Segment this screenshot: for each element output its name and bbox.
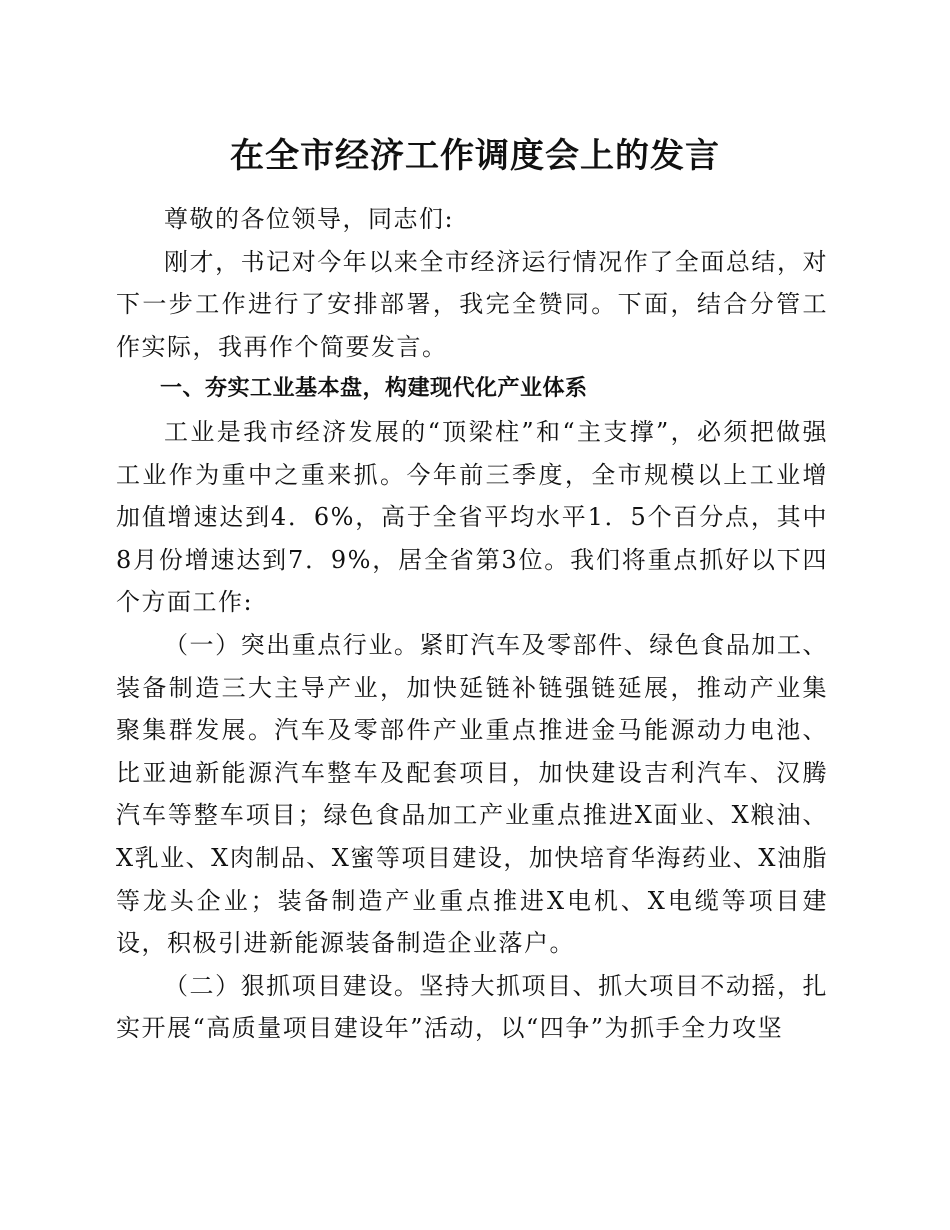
salutation: 尊敬的各位领导，同志们:: [164, 205, 455, 233]
subsection-1-paragraph: （一）突出重点行业。紧盯汽车及零部件、绿色食品加工、装备制造三大主导产业，加快延链补链强链延展，推动产业集聚集群发展。汽车及零部件产业重点推进金马能源动力电池、比亚迪新能源汽车整车及配套项目，加快建设吉利汽车、汉腾汽车等整车项目；绿色食品加工产业重点推进X面业、X粮油、X乳业、X肉制品、X蜜等项目建设，加快培育华海药业、X油脂等龙头企业；装备制造产业重点推进X电机、X电缆等项目建设，积极引进新能源装备制造企业落户。: [116, 630, 828, 958]
subsection-2-paragraph: （二）狠抓项目建设。坚持大抓项目、抓大项目不动摇，扎实开展“高质量项目建设年”活动，以“四争”为抓手全力攻坚: [116, 971, 828, 1043]
section-1-intro-paragraph: 工业是我市经济发展的“顶梁柱”和“主支撑”，必须把做强工业作为重中之重来抓。今年前三季度，全市规模以上工业增加值增速达到4．6%，高于全省平均水平1．5个百分点，其中8月份增速达到7．9%，居全省第3位。我们将重点抓好以下四个方面工作:: [116, 417, 828, 617]
document-title: 在全市经济工作调度会上的发言: [230, 136, 720, 176]
document-body: [116, 198, 828, 1050]
section-heading-1: 一、夯实工业基本盘，构建现代化产业体系: [160, 376, 588, 402]
intro-paragraph: 刚才，书记对今年以来全市经济运行情况作了全面总结，对下一步工作进行了安排部署，我完全赞同。下面，结合分管工作实际，我再作个简要发言。: [116, 247, 828, 361]
